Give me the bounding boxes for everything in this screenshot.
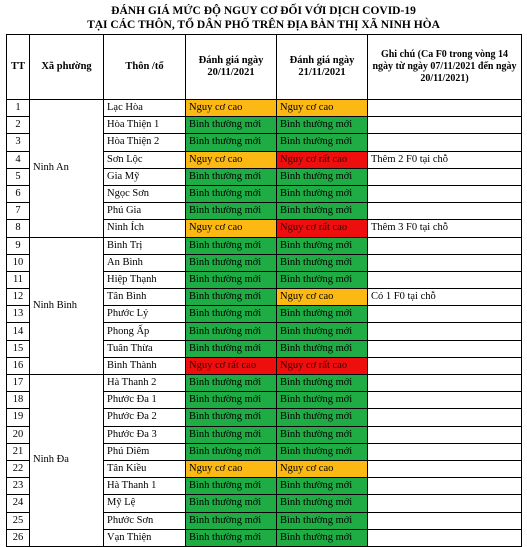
note-cell: [368, 512, 522, 529]
assessment-21-11: Bình thường mới: [277, 443, 368, 460]
assessment-21-11: Bình thường mới: [277, 512, 368, 529]
village-name: Phú Gia: [104, 203, 186, 220]
village-name: Phước Đa 2: [104, 409, 186, 426]
row-number: 17: [7, 375, 30, 392]
assessment-21-11: Bình thường mới: [277, 392, 368, 409]
assessment-20-11: Bình thường mới: [186, 289, 277, 306]
note-cell: [368, 134, 522, 151]
row-number: 13: [7, 306, 30, 323]
note-cell: [368, 271, 522, 288]
village-name: Tân Bình: [104, 289, 186, 306]
assessment-20-11: Bình thường mới: [186, 117, 277, 134]
assessment-21-11: Nguy cơ cao: [277, 460, 368, 477]
assessment-21-11: Bình thường mới: [277, 168, 368, 185]
note-cell: [368, 117, 522, 134]
assessment-21-11: Bình thường mới: [277, 478, 368, 495]
table-row: [7, 375, 522, 392]
note-cell: [368, 392, 522, 409]
assessment-21-11: Bình thường mới: [277, 323, 368, 340]
note-cell: [368, 409, 522, 426]
assessment-21-11: Bình thường mới: [277, 409, 368, 426]
assessment-21-11: Bình thường mới: [277, 375, 368, 392]
commune-name: Ninh Đa: [30, 375, 104, 547]
assessment-20-11: Nguy cơ cao: [186, 220, 277, 237]
assessment-20-11: Bình thường mới: [186, 340, 277, 357]
assessment-21-11: Nguy cơ cao: [277, 289, 368, 306]
commune-name: Ninh Bình: [30, 237, 104, 375]
assessment-21-11: Bình thường mới: [277, 203, 368, 220]
village-name: Tân Kiều: [104, 460, 186, 477]
assessment-21-11: Bình thường mới: [277, 340, 368, 357]
village-name: Ngọc Sơn: [104, 185, 186, 202]
row-number: 19: [7, 409, 30, 426]
header-xa-phuong: Xã phường: [30, 35, 104, 100]
village-name: Phong Ấp: [104, 323, 186, 340]
row-number: 10: [7, 254, 30, 271]
assessment-20-11: Bình thường mới: [186, 375, 277, 392]
assessment-21-11: Bình thường mới: [277, 254, 368, 271]
note-cell: Thêm 2 F0 tại chỗ: [368, 151, 522, 168]
row-number: 24: [7, 495, 30, 512]
assessment-20-11: Nguy cơ cao: [186, 100, 277, 117]
assessment-21-11: Nguy cơ rất cao: [277, 357, 368, 374]
assessment-21-11: Bình thường mới: [277, 237, 368, 254]
assessment-20-11: Bình thường mới: [186, 168, 277, 185]
row-number: 15: [7, 340, 30, 357]
header-tt: TT: [7, 35, 30, 100]
assessment-21-11: Nguy cơ cao: [277, 100, 368, 117]
note-cell: [368, 495, 522, 512]
assessment-21-11: Bình thường mới: [277, 134, 368, 151]
village-name: Ninh Ích: [104, 220, 186, 237]
note-cell: [368, 529, 522, 546]
village-name: Bình Thành: [104, 357, 186, 374]
note-cell: [368, 237, 522, 254]
row-number: 8: [7, 220, 30, 237]
note-cell: [368, 460, 522, 477]
note-cell: [368, 478, 522, 495]
note-cell: [368, 443, 522, 460]
assessment-20-11: Bình thường mới: [186, 185, 277, 202]
assessment-20-11: Bình thường mới: [186, 306, 277, 323]
assessment-21-11: Bình thường mới: [277, 495, 368, 512]
row-number: 1: [7, 100, 30, 117]
assessment-21-11: Bình thường mới: [277, 306, 368, 323]
note-cell: [368, 168, 522, 185]
assessment-21-11: Nguy cơ rất cao: [277, 220, 368, 237]
row-number: 26: [7, 529, 30, 546]
assessment-20-11: Bình thường mới: [186, 271, 277, 288]
assessment-21-11: Bình thường mới: [277, 117, 368, 134]
row-number: 18: [7, 392, 30, 409]
assessment-20-11: Bình thường mới: [186, 495, 277, 512]
village-name: Hà Thanh 2: [104, 375, 186, 392]
commune-name: Ninh An: [30, 100, 104, 238]
document-title-line-2: TẠI CÁC THÔN, TỔ DÂN PHỐ TRÊN ĐỊA BÀN THỊ XÃ NINH HÒA: [87, 19, 440, 31]
village-name: Hòa Thiện 1: [104, 117, 186, 134]
row-number: 20: [7, 426, 30, 443]
assessment-20-11: Bình thường mới: [186, 254, 277, 271]
assessment-20-11: Nguy cơ cao: [186, 460, 277, 477]
village-name: Gia Mỹ: [104, 168, 186, 185]
assessment-20-11: Bình thường mới: [186, 134, 277, 151]
risk-assessment-table: [6, 34, 522, 547]
header-thon-to: Thôn /tổ: [104, 35, 186, 100]
note-cell: [368, 375, 522, 392]
village-name: Hà Thanh 1: [104, 478, 186, 495]
village-name: Vạn Thiện: [104, 529, 186, 546]
village-name: Phước Lý: [104, 306, 186, 323]
assessment-20-11: Bình thường mới: [186, 203, 277, 220]
row-number: 14: [7, 323, 30, 340]
assessment-20-11: Bình thường mới: [186, 529, 277, 546]
note-cell: [368, 254, 522, 271]
header-ghi-chu: Ghi chú (Ca F0 trong vòng 14 ngày từ ngày 07/11/2021 đến ngày 20/11/2021): [368, 35, 522, 100]
header-danh-gia-21-11: Đánh giá ngày 21/11/2021: [277, 35, 368, 100]
village-name: Mỹ Lệ: [104, 495, 186, 512]
assessment-20-11: Bình thường mới: [186, 237, 277, 254]
village-name: Phú Diêm: [104, 443, 186, 460]
note-cell: [368, 426, 522, 443]
note-cell: [368, 357, 522, 374]
assessment-20-11: Bình thường mới: [186, 409, 277, 426]
note-cell: [368, 203, 522, 220]
assessment-21-11: Bình thường mới: [277, 185, 368, 202]
document-title-line-1: ĐÁNH GIÁ MỨC ĐỘ NGUY CƠ ĐỐI VỚI DỊCH COVID-19: [111, 5, 416, 17]
assessment-20-11: Bình thường mới: [186, 478, 277, 495]
row-number: 2: [7, 117, 30, 134]
village-name: Tuân Thừa: [104, 340, 186, 357]
row-number: 16: [7, 357, 30, 374]
assessment-21-11: Bình thường mới: [277, 426, 368, 443]
row-number: 23: [7, 478, 30, 495]
village-name: Phước Đa 3: [104, 426, 186, 443]
row-number: 12: [7, 289, 30, 306]
note-cell: [368, 100, 522, 117]
assessment-20-11: Bình thường mới: [186, 512, 277, 529]
assessment-20-11: Nguy cơ cao: [186, 151, 277, 168]
row-number: 7: [7, 203, 30, 220]
row-number: 25: [7, 512, 30, 529]
village-name: Bình Trị: [104, 237, 186, 254]
village-name: Phước Sơn: [104, 512, 186, 529]
village-name: Sơn Lộc: [104, 151, 186, 168]
table-body: [7, 100, 522, 547]
village-name: Phước Đa 1: [104, 392, 186, 409]
note-cell: Có 1 F0 tại chỗ: [368, 289, 522, 306]
table-row: [7, 100, 522, 117]
assessment-20-11: Bình thường mới: [186, 323, 277, 340]
row-number: 9: [7, 237, 30, 254]
village-name: An Bình: [104, 254, 186, 271]
header-danh-gia-20-11: Đánh giá ngày 20/11/2021: [186, 35, 277, 100]
assessment-20-11: Nguy cơ rất cao: [186, 357, 277, 374]
assessment-20-11: Bình thường mới: [186, 443, 277, 460]
assessment-20-11: Bình thường mới: [186, 392, 277, 409]
note-cell: [368, 306, 522, 323]
village-name: Lạc Hòa: [104, 100, 186, 117]
assessment-21-11: Bình thường mới: [277, 271, 368, 288]
row-number: 3: [7, 134, 30, 151]
table-row: [7, 237, 522, 254]
note-cell: [368, 323, 522, 340]
row-number: 11: [7, 271, 30, 288]
row-number: 4: [7, 151, 30, 168]
note-cell: [368, 185, 522, 202]
row-number: 21: [7, 443, 30, 460]
note-cell: Thêm 3 F0 tại chỗ: [368, 220, 522, 237]
village-name: Hiệp Thạnh: [104, 271, 186, 288]
row-number: 5: [7, 168, 30, 185]
assessment-21-11: Nguy cơ rất cao: [277, 151, 368, 168]
assessment-21-11: Bình thường mới: [277, 529, 368, 546]
row-number: 6: [7, 185, 30, 202]
row-number: 22: [7, 460, 30, 477]
note-cell: [368, 340, 522, 357]
village-name: Hòa Thiện 2: [104, 134, 186, 151]
assessment-20-11: Bình thường mới: [186, 426, 277, 443]
table-header-row: [7, 35, 522, 100]
